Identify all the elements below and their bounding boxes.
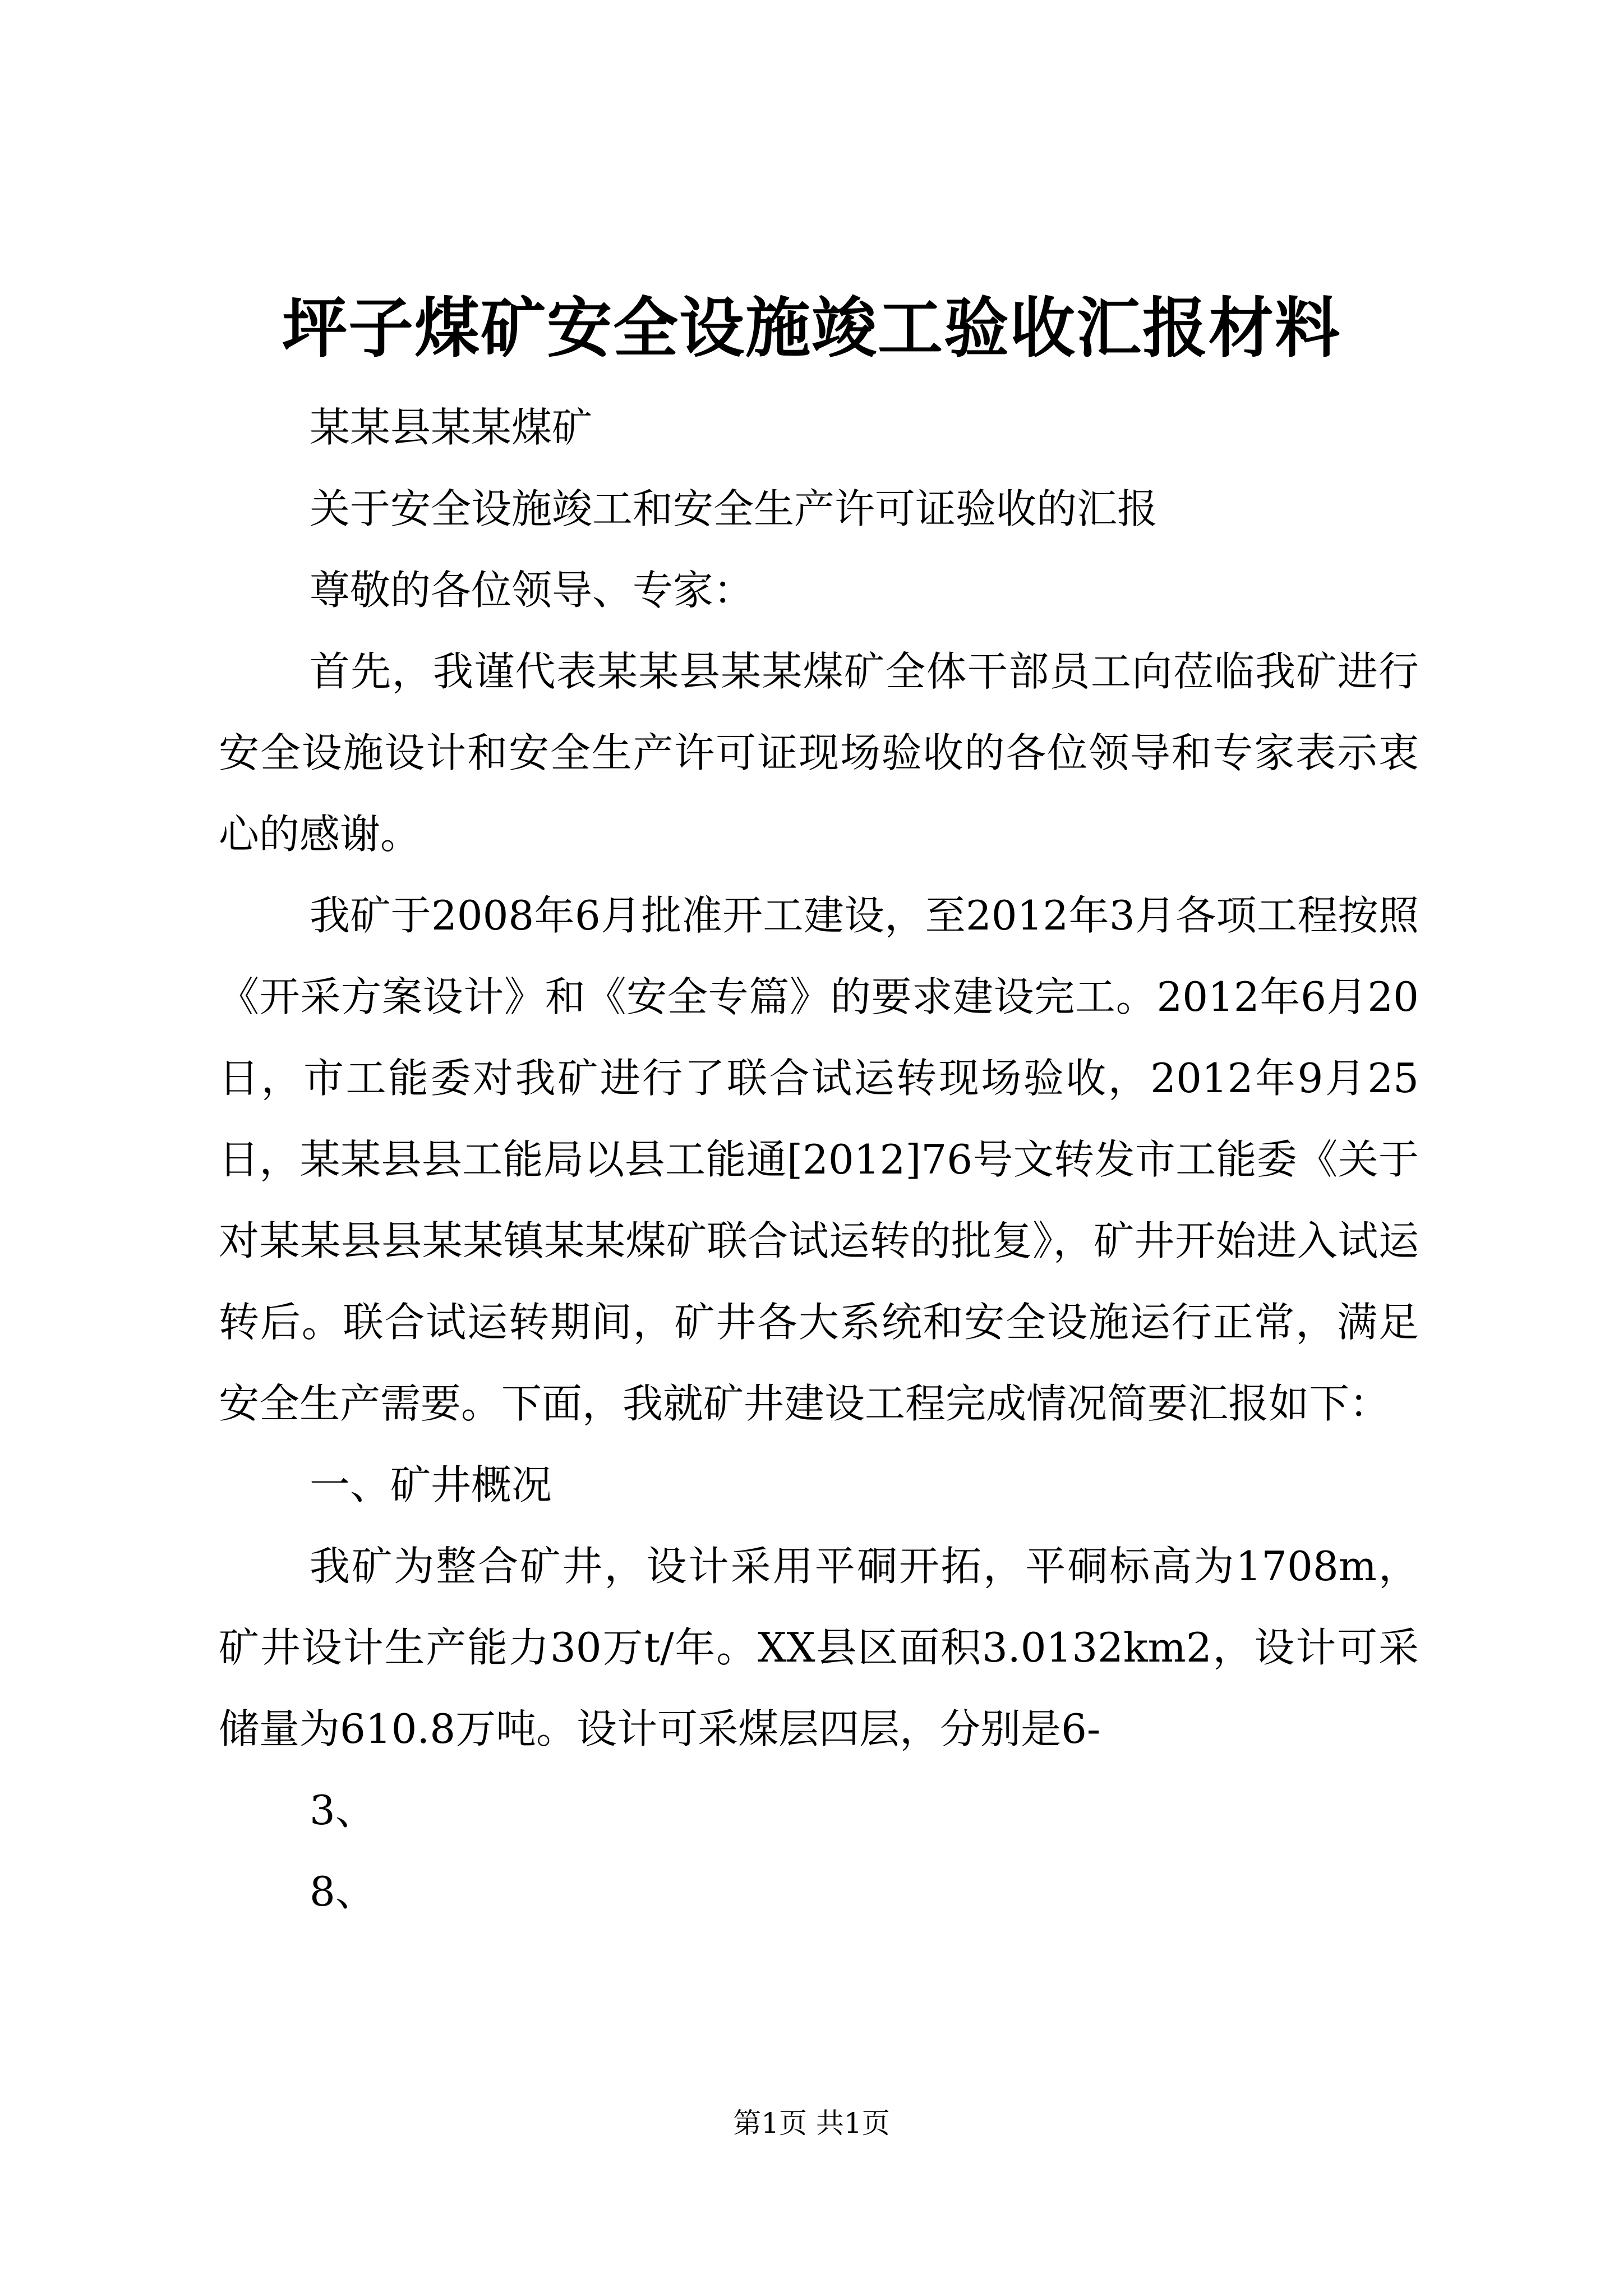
paragraph-report-subject: 关于安全设施竣工和安全生产许可证验收的汇报 <box>310 485 1158 532</box>
section-heading-mine-overview: 一、矿井概况 <box>310 1461 552 1508</box>
list-item-seam-3: 3、 <box>310 1787 376 1834</box>
paragraph-salutation: 尊敬的各位领导、专家： <box>310 567 754 614</box>
list-item-seam-8: 8、 <box>310 1868 376 1915</box>
paragraph-organization: 某某县某某煤矿 <box>310 404 593 451</box>
page-footer: 第1页 共1页 <box>733 2107 890 2139</box>
paragraph-mine-overview: 我矿为整合矿井，设计采用平硐开拓，平硐标高为1708m，矿井设计生产能力30万t/年。XX县区面积3.0132km2，设计可采储量为610.8万吨。设计可采煤层四层，分别是6- <box>219 1543 1419 1752</box>
document-title: 坪子煤矿安全设施竣工验收汇报材料 <box>282 290 1341 366</box>
paragraph-thanks: 首先，我谨代表某某县某某煤矿全体干部员工向莅临我矿进行安全设施设计和安全生产许可证现场验收的各位领导和专家表示衷心的感谢。 <box>219 648 1419 858</box>
document-body <box>219 387 1419 1932</box>
paragraph-construction-history: 我矿于2008年6月批准开工建设，至2012年3月各项工程按照《开采方案设计》和《安全专篇》的要求建设完工。2012年6月20日，市工能委对我矿进行了联合试运转现场验收，2012年9月25日，某某县县工能局以县工能通[2012]76号文转发市工能委《关于对某某县县某某镇某某煤矿联合试运转的批复》，矿井开始进入试运转后。联合试运转期间，矿井各大系统和安全设施运行正常，满足安全生产需要。下面，我就矿井建设工程完成情况简要汇报如下： <box>219 892 1419 1427</box>
